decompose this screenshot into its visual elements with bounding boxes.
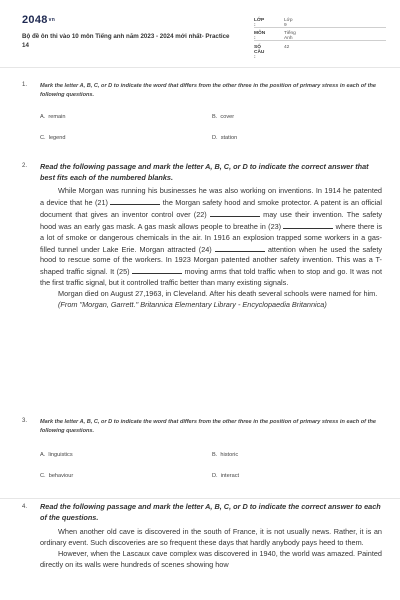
question-number: 1. <box>22 82 28 88</box>
option-d[interactable] <box>212 473 239 479</box>
passage-text: where there is a lot of smoke or dangerous chemicals in the air. In 1916 an explosion trapped some workers in a gas-filled tunnel under Lake Erie. Morgan attracted <box>40 221 382 254</box>
meta-value: 42 <box>284 45 290 50</box>
logo-suffix: vn <box>48 17 56 24</box>
answer-blank[interactable] <box>110 197 160 205</box>
blank-22: (22) <box>193 209 207 219</box>
passage-text: the Morgan safety hood and smoke protector. A patent is an official document that gives an inventor control over <box>40 197 382 219</box>
reading-passage <box>40 527 382 571</box>
page-header <box>0 0 400 64</box>
option-letter: A. <box>40 114 46 120</box>
option-text: interact <box>220 473 240 479</box>
option-c[interactable] <box>40 473 73 479</box>
passage-paragraph: Morgan died on August 27,1963, in Cleveland. After his death several schools were named for him. <box>58 289 378 299</box>
option-d[interactable] <box>212 135 237 141</box>
passage-paragraph: When another old cave is discovered in the south of France, it is not usually news. Rather, it is an ordinary event. Such discoveries are so frequent these days that hardly anybody pays heed to them. <box>40 527 382 547</box>
passage-text: may use their invention. The safety hood was an early gas mask. A gas mask allows people to breathe in <box>40 209 382 231</box>
meta-value: Tiếng Anh <box>284 31 296 41</box>
option-letter: A. <box>40 452 46 458</box>
option-text: legend <box>48 135 66 141</box>
option-text: linguistics <box>48 452 73 458</box>
meta-key: SỐ CÂU : <box>254 45 265 60</box>
blank-23: (23) <box>268 221 282 231</box>
blank-25: (25) <box>116 267 130 277</box>
question-number: 4. <box>22 504 28 510</box>
question-instruction: Read the following passage and mark the letter A, B, C, or D to indicate the correct answer to each of the questions. <box>40 502 381 522</box>
option-letter: D. <box>212 473 218 479</box>
option-letter: C. <box>40 473 46 479</box>
site-logo[interactable] <box>22 14 55 26</box>
divider <box>254 27 386 28</box>
option-a[interactable] <box>40 114 66 120</box>
option-b[interactable] <box>212 114 234 120</box>
option-letter: B. <box>212 114 218 120</box>
answer-blank[interactable] <box>132 266 182 274</box>
section-divider <box>0 498 400 499</box>
divider <box>254 40 386 41</box>
answer-blank[interactable] <box>210 209 260 217</box>
option-letter: B. <box>212 452 218 458</box>
passage-text: While Morgan was running his businesses he was also working on inventions. In 1914 he patented a device that he <box>40 186 382 207</box>
option-text: cover <box>220 114 235 120</box>
option-text: station <box>220 135 238 141</box>
answer-blank[interactable] <box>215 244 265 252</box>
passage-source: (From "Morgan, Garrett." Britannica Elementary Library - Encyclopaedia Britannica) <box>58 300 327 310</box>
question-number: 2. <box>22 163 28 169</box>
meta-value: Lớp 9 <box>284 18 293 28</box>
blank-21: (21) <box>95 197 108 207</box>
question-instruction: Read the following passage and mark the letter A, B, C, or D to indicate the correct answer that best fits each of the numbered blanks. <box>40 162 369 182</box>
option-text: remain <box>48 114 66 120</box>
passage-paragraph: However, when the Lascaux cave complex was discovered in 1940, the world was amazed. Painted directly on its walls were hundreds of scenes showing how <box>40 548 382 569</box>
passage-paragraph <box>40 186 382 289</box>
option-letter: C. <box>40 135 46 141</box>
option-c[interactable] <box>40 135 66 141</box>
option-a[interactable] <box>40 452 73 458</box>
header-divider <box>0 67 400 68</box>
meta-key: MÔN : <box>254 31 266 41</box>
meta-key: LỚP : <box>254 18 265 28</box>
passage-text: moving arms that told traffic when to stop and go. It was not the first traffic signal, but it controlled traffic better than many existing signals. <box>40 267 382 288</box>
blank-24: (24) <box>198 244 212 254</box>
question-number: 3. <box>22 418 28 424</box>
logo-text: 2048 <box>22 14 48 26</box>
question-instruction: Mark the letter A, B, C, or D to indicate the word that differs from the other three in the position of primary stress in each of the following questions. <box>40 419 376 434</box>
passage-text: attention when he used the safety hood to rescue some of the workers. In 1923 Morgan patented another safety invention. This was a T-shaped traffic signal. It <box>40 244 383 277</box>
option-text: behaviour <box>48 473 74 479</box>
option-letter: D. <box>212 135 218 141</box>
option-b[interactable] <box>212 452 238 458</box>
document-title: Bộ đề ôn thi vào 10 môn Tiếng anh năm 2023 - 2024 mới nhất- Practice 14 <box>22 33 230 49</box>
answer-blank[interactable] <box>283 221 333 229</box>
question-instruction: Mark the letter A, B, C, or D to indicate the word that differs from the other three in the position of primary stress in each of the following questions. <box>40 83 376 98</box>
reading-passage <box>40 186 382 311</box>
option-text: historic <box>220 452 239 458</box>
